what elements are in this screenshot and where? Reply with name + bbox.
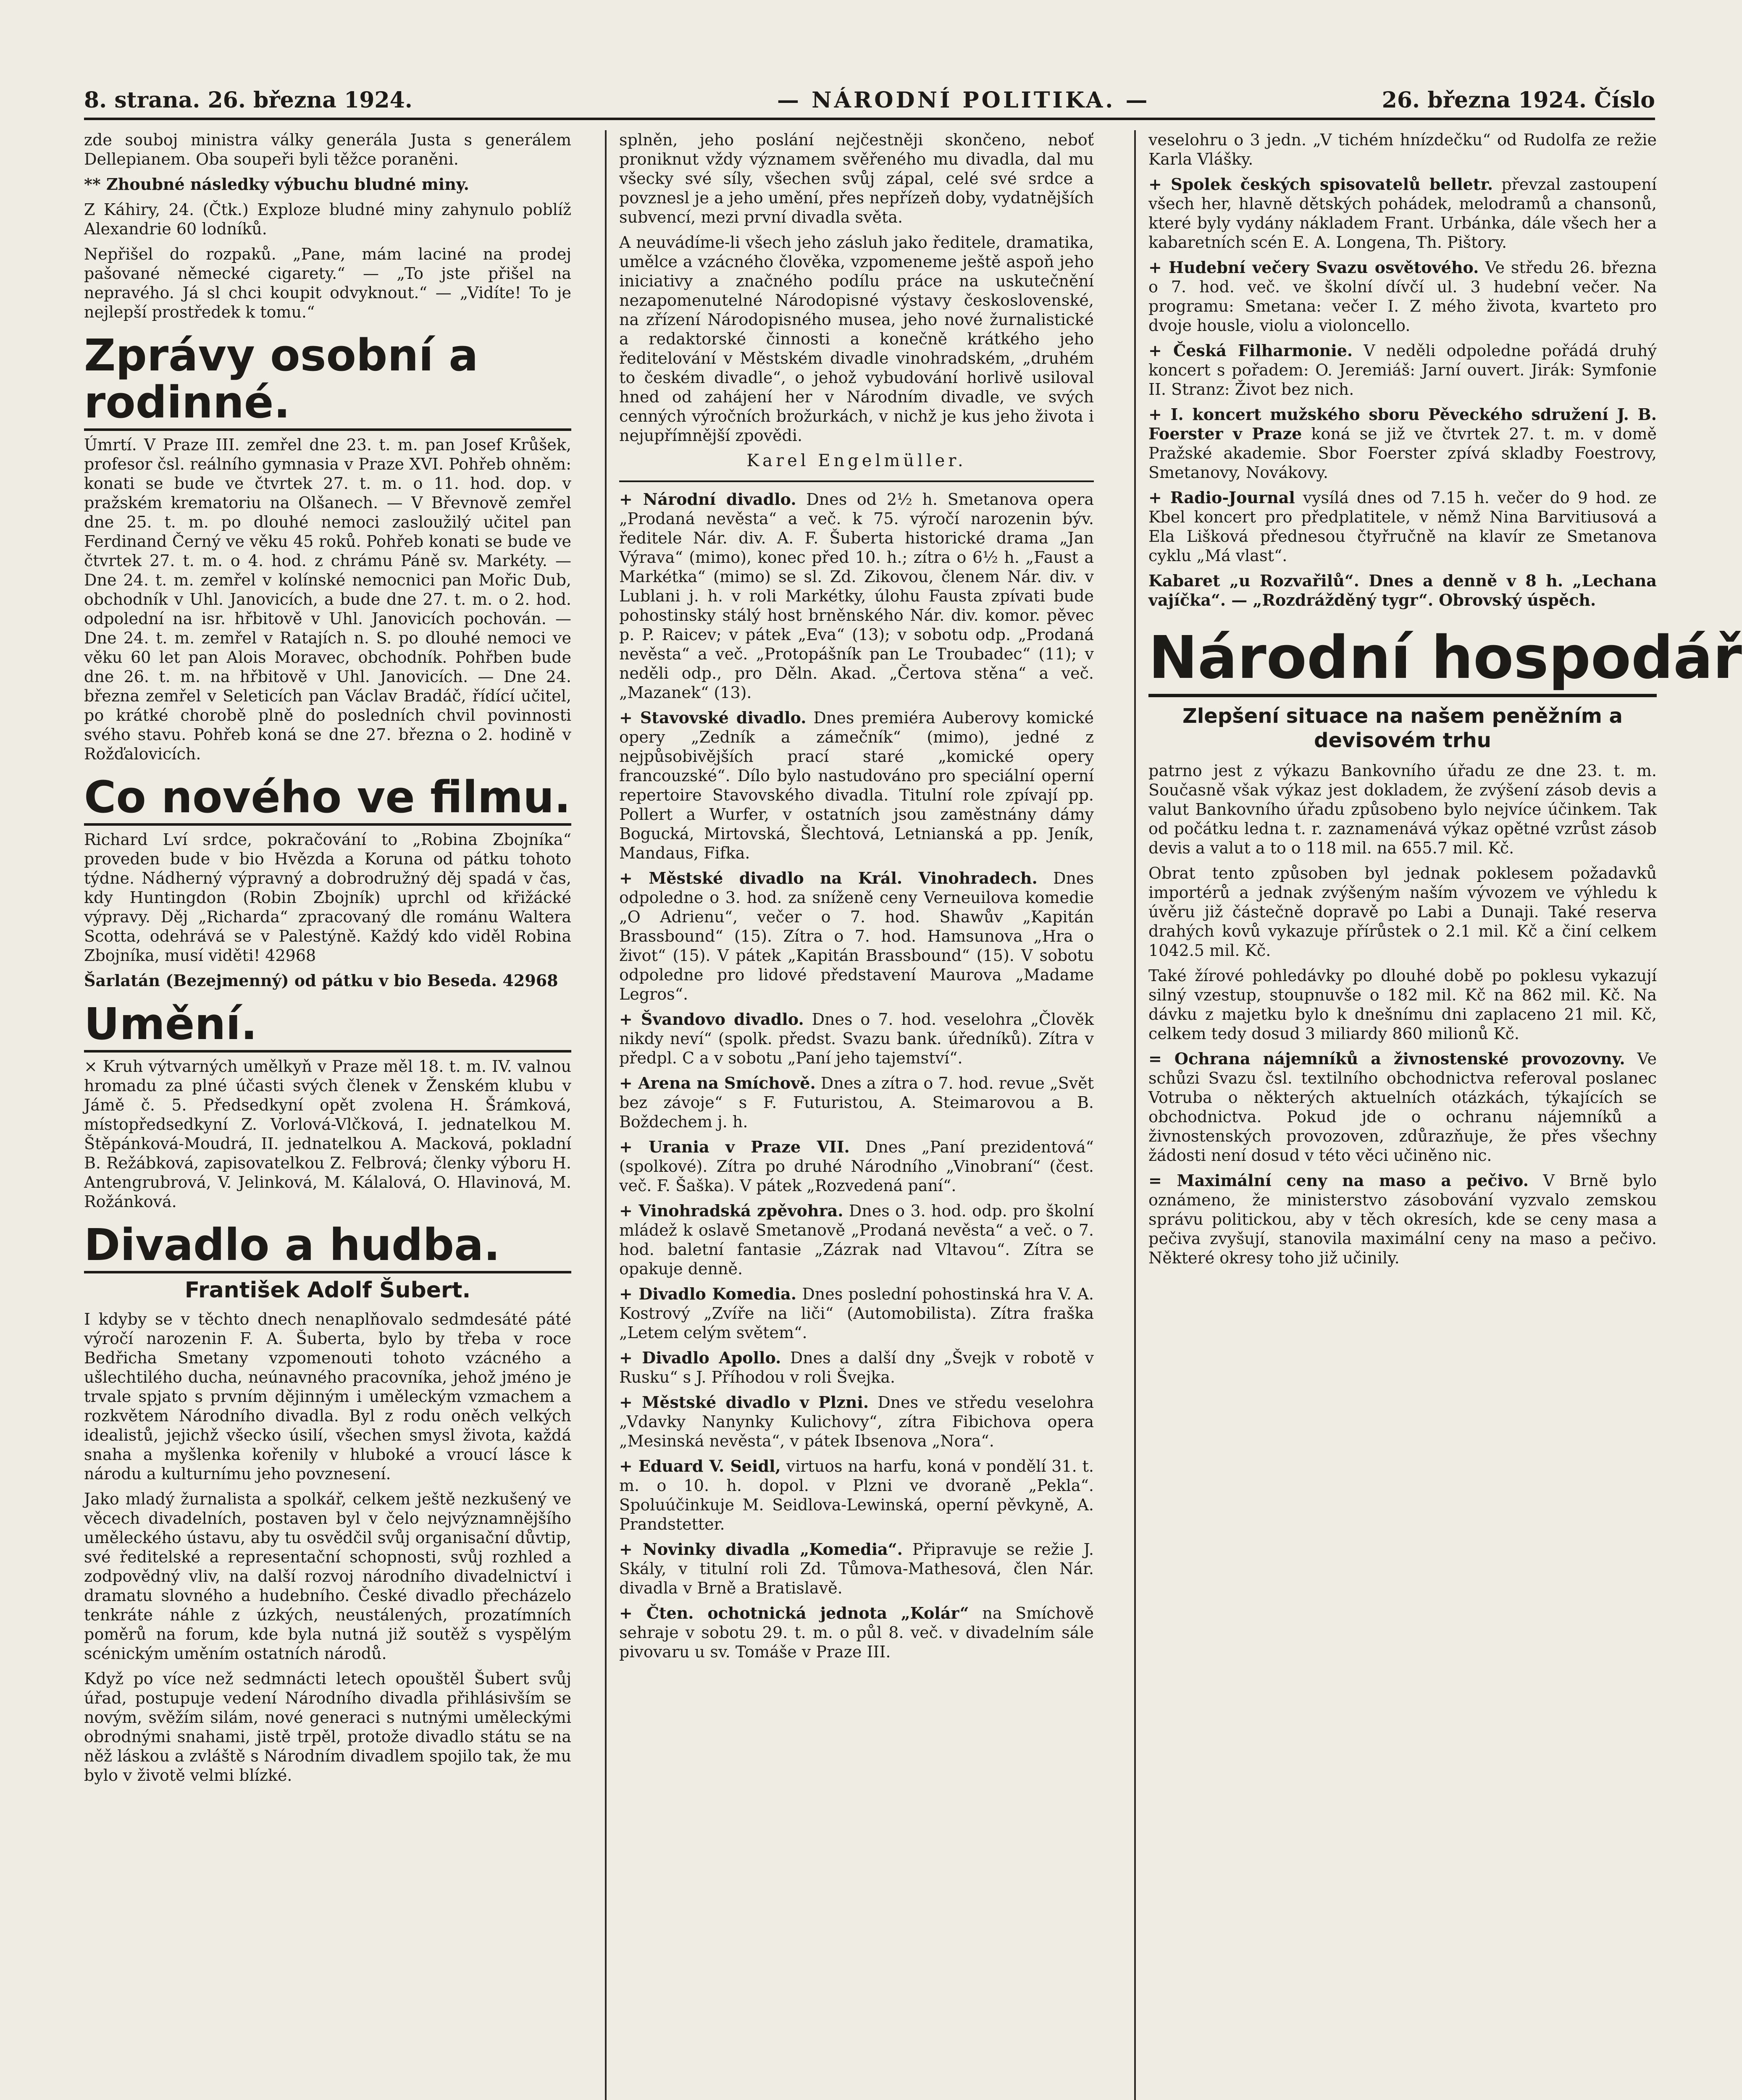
section-heading-hospodar: Národní hospodář	[1148, 627, 1657, 697]
notice-title: + Národní divadlo.	[619, 490, 796, 509]
notice-title: + Vinohradská zpěvohra.	[619, 1201, 843, 1220]
notice-title: + Novinky divadla „Komedia“.	[619, 1540, 903, 1559]
notice-text: V neděli odpoledne pořádá druhý koncert s pořadem: O. Jeremiáš: Jarní ouvert. Jirák: Symfonie II. Stranz: Život bez nich.	[1148, 341, 1657, 399]
film-text: Richard Lví srdce, pokračování to „Robina Zbojníka“ proveden bude v bio Hvězda a Koruna od pátku tohoto týdne. Nádherný výpravný a dobrodružný děj spadá v čas, kdy Huntingdon (Robin Zbojník) uprchl od křižácké výpravy. Děj „Richarda“ zpracovaný dle románu Waltera Scotta, odehrává se v Palestýně. Každý kdo viděl Robina Zbojníka, musí viděti! 42968	[84, 830, 571, 965]
notice-title: + Švandovo divadlo.	[619, 1010, 804, 1029]
notice-title: = Maximální ceny na maso a pečivo.	[1148, 1171, 1529, 1190]
notice-text: vysílá dnes od 7.15 h. večer do 9 hod. ze Kbel koncert pro předplatitele, v němž Nina Barvitiusová a Ela Lišková přednesou čtyřručně na klavír ze Smetanova cyklu „Má vlast“.	[1148, 488, 1657, 565]
notice-text: Ve středu 26. března o 7. hod. več. ve školní dívčí ul. 3 hudební večer. Na programu: Smetana: večer I. Z mého života, kvarteto pro dvoje housle, violu a violoncello.	[1148, 258, 1657, 335]
notice-text: převzal zastoupení všech her, hlavně dětských pohádek, melodramů a chansonů, které byly vydány nákladem Frant. Urbánka, dále všech her a kabaretních scén E. A. Longena, Th. Pištory.	[1148, 175, 1657, 252]
article-title: ** Zhoubné následky výbuchu bludné miny.	[84, 175, 469, 194]
notice-text: Dnes o 7. hod. veselohra „Člověk nikdy neví“ (spolk. předst. Svazu bank. úředníků). Zítra v předpl. C a v sobotu „Paní jeho tajemství“.	[619, 1010, 1094, 1067]
obituaries-text: Úmrtí. V Praze III. zemřel dne 23. t. m. pan Josef Krůšek, profesor čsl. reálního gymnasia v Praze XVI. Pohřeb ohněm: konati se bude ve čtvrtek 27. t. m. o 11. hod. dop. v pražském krematoriu na Olšanech. — V Břevnově zemřel dne 25. t. m. po dlouhé nemoci zasloužilý učitel pan Ferdinand Černý ve věku 45 roků. Pohřeb konati se bude ve čtvrtek 27. t. m. o 4. hod. z chrámu Páně sv. Markéty. — Dne 24. t. m. zemřel v kolínské nemocnici pan Mořic Dub, obchodník v Uhl. Janovicích, a bude dne 27. t. m. o 2. hod. odpolední na isr. hřbitově v Uhl. Janovicích pochován. — Dne 24. t. m. zemřel v Ratajích n. S. po dlouhé nemoci ve věku 60 let pan Alois Moravec, obchodník. Pohřben bude dne 26. t. m. na hřbitově v Uhl. Janovicích. — Dne 24. března zemřel v Seleticích pan Václav Bradáč, řídící učitel, po krátké chorobě plně do posledních chvil povinnosti svého stavu. Pohřeb koná se dne 27. března o 2. hodině v Rožďalovicích.	[84, 436, 571, 763]
notice-title: + Městské divadlo na Král. Vinohradech.	[619, 869, 1038, 887]
notice-title: + Čten. ochotnická jednota „Kolár“	[619, 1604, 969, 1622]
theatre-article-para-3: Když po více než sedmnácti letech opouštěl Šubert svůj úřad, postupuje vedení Národního divadla přihlásivším se novým, svěžím silám, nové generaci s nutnými uměleckými obrodnými snahami, jistě trpěl, protože divadlo státu se na něž láskou a zvláště s Národním divadlem spojilo tak, že mu bylo v životě velmi blízké.	[84, 1670, 571, 1785]
notice-text: na Smíchově sehraje v sobotu 29. t. m. o půl 8. več. v divadelním sále pivovaru u sv. Tomáše v Praze III.	[619, 1604, 1094, 1661]
article-subheading: František Adolf Šubert.	[184, 1278, 471, 1303]
section-heading-umeni: Umění.	[84, 1000, 571, 1053]
notice-title: + Spolek českých spisovatelů belletr.	[1148, 175, 1493, 194]
newspaper-title: — NÁRODNÍ POLITIKA. —	[777, 87, 1150, 113]
notice-title: + I. koncert mužského sboru Pěveckého sdružení J. B. Foerster v Praze	[1148, 405, 1657, 443]
article-paragraph: A neuvádíme-li všech jeho zásluh jako ředitele, dramatika, umělce a vzácného člověka, vzpomeneme ještě aspoň jeho iniciativy a značného podílu práce na uskutečnění nezapomenutelné Národopisné výstavy československé, na zřízení Národopisného musea, jeho nové žurnalistické a redaktorské činnosti a konečně krátkého jeho ředitelování v Městském divadle vinohradském, „druhém to českém divadle“, o jehož vybudování horlivě usiloval hned od zahájení her v Národním divadle, ve svých cenných výročních brožurkách, v nichž je kus jeho života i nejupřímnější zpovědi.	[619, 233, 1094, 445]
notice-title: + Arena na Smíchově.	[619, 1074, 816, 1092]
notice-title: + Radio-Journal	[1148, 488, 1295, 507]
article-continuation: splněn, jeho poslání nejčestněji skončeno, neboť proniknut vždy významem svěřeného mu divadla, dal mu všecky své síly, všechen svůj zápal, celé své srdce a povznesl je a jeho umění, přes nepřízeň doby, vydatnějších subvencí, mezi první divadla světa.	[619, 131, 1094, 226]
notice-text: Dnes „Paní prezidentová“ (spolkové). Zítra po druhé Národního „Vinobraní“ (čest. več. F. Šaška). V pátek „Rozvedená paní“.	[619, 1138, 1094, 1195]
notice-title: + Městské divadlo v Plzni.	[619, 1393, 869, 1412]
anecdote-text: Nepřišel do rozpaků. „Pane, mám laciné na prodej pašované německé cigarety.“ — „To jste přišel na nepravého. Já sl chci koupit odvyknout.“ — „Vidíte! To je nejlepší prostředek k tomu.“	[84, 245, 571, 321]
masthead	[84, 84, 1655, 120]
cabaret-ad: Kabaret „u Rozvařilů“. Dnes a denně v 8 h. „Lechana vajíčka“. — „Rozdrážděný tygr“. Obrovský úspěch.	[1148, 571, 1657, 609]
author-signature: Karel Engelmüller.	[746, 451, 967, 470]
notice-continuation: veselohru o 3 jedn. „V tichém hnízdečku“ od Rudolfa ze režie Karla Vlášky.	[1148, 131, 1657, 168]
notice-title: = Ochrana nájemníků a živnostenské provozovny.	[1148, 1049, 1625, 1068]
notice-text: koná se již ve čtvrtek 27. t. m. v domě Pražské akademie. Sbor Foerster zpívá skladby Foestrovy, Smetanovy, Novákovy.	[1148, 425, 1657, 482]
notice-title: + Hudební večery Svazu osvětového.	[1148, 258, 1479, 277]
section-heading-divadlo: Divadlo a hudba.	[84, 1221, 571, 1273]
article-subheading: Zlepšení situace na našem peněžním a devisovém trhu	[1182, 704, 1623, 752]
article-intro: zde souboj ministra války generála Justa s generálem Dellepianem. Oba soupeři byli těžce poraněni.	[84, 131, 571, 168]
notice-text: Dnes ve středu veselohra „Vdavky Nanynky Kulichovy“, zítra Fibichova opera „Mesinská nevěsta“, v pátek Ibsenova „Nora“.	[619, 1393, 1094, 1450]
notice-title: + Urania v Praze VII.	[619, 1137, 850, 1156]
column-3	[1134, 130, 1742, 2100]
notice-text: Dnes od 2½ h. Smetanova opera „Prodaná nevěsta“ a več. k 75. výročí narozenin býv. ředitele Nár. div. A. F. Šuberta historické drama „Jan Výrava“ (mimo), konec před 10. h.; zítra o 6½ h. „Faust a Markétka“ (mimo) se sl. Zd. Zikovou, členem Nár. div. v Lublani j. h. v roli Markétky, úlohu Fausta zpívati bude pohostinsky stálý host brněnského Nár. div. komor. pěvec p. P. Raicev; v pátek „Eva“ (13); v sobotu odp. „Prodaná nevěsta“ a več. „Protopášník pan Le Troubadec“ (11); v neděli odp., pro Děln. Akad. „Čertova stěna“ a več. „Mazanek“ (13).	[619, 490, 1094, 702]
issue-date: 26. března 1924. Číslo	[1382, 87, 1655, 113]
notice-title: + Stavovské divadlo.	[619, 708, 807, 727]
section-heading-film: Co nového ve filmu.	[84, 774, 571, 826]
economy-para-1: patrno jest z výkazu Bankovního úřadu ze dne 23. t. m. Současně však výkaz jest dokladem, že zvýšení zásob devis a valut Bankovního úřadu způsobeno bylo nejvíce účinkem. Tak od počátku ledna t. r. zaznamenává výkaz opětné vzrůst zásob devis a valut a to o 118 mil. na 655.7 mil. Kč.	[1148, 761, 1657, 857]
theatre-article-para-2: Jako mladý žurnalista a spolkář, celkem ještě nezkušený ve věcech divadelních, postaven byl v čelo nejvýznamnějšího uměleckého ústavu, aby tu osvědčil svůj organisační důvtip, své ředitelské a representační schopnosti, svůj rozhled a zodpovědný vliv, na další rozvoj národního divadelnictví i dramatu slovného a hudebního. České divadlo přecházelo tenkráte náhle z úzkých, neustálených, prozatímních poměrů na forum, kde byla nutná již soutěž s vyspělým scénickým uměním ostatních národů.	[84, 1490, 571, 1663]
divider	[619, 480, 1094, 482]
notice-text: virtuos na harfu, koná v pondělí 31. t. m. o 10. h. dopol. v Plzni ve dvoraně „Pekla“. Spoluúčinkuje M. Seidlova-Lewinská, operní pěvkyně, A. Prandstetter.	[619, 1457, 1094, 1533]
notice-title: + Divadlo Komedia.	[619, 1284, 797, 1303]
notice-text: Dnes odpoledne o 3. hod. za sníženě ceny Verneuilova komedie „O Adrienu“, večer o 7. hod. Shawův „Kapitán Brassbound“ (15). Zítra o 7. hod. Hamsunova „Hra o život“ (15). V pátek „Kapitán Brassbound“ (15). V sobotu odpoledne pro lidové představení Maurova „Madame Legros“.	[619, 869, 1094, 1003]
notice-text: Připravuje se režie J. Skály, v titulní roli Zd. Tůmova-Mathesová, člen Nár. divadla v Brně a Bratislavě.	[619, 1540, 1094, 1597]
economy-para-2: Obrat tento způsoben byl jednak poklesem požadavků importérů a jednak zvýšeným naším vývozem ve výhledu k úvěru již částečně dopravě po Labi a Dunaji. Také reserva drahých kovů vykazuje přírůstek o 2.1 mil. Kč a činí celkem 1042.5 mil. Kč.	[1148, 864, 1657, 960]
film-notice: Šarlatán (Bezejmenný) od pátku v bio Beseda. 42968	[84, 971, 558, 990]
notice-title: + Česká Filharmonie.	[1148, 341, 1353, 360]
notice-text: Dnes o 3. hod. odp. pro školní mládež k oslavě Smetanově „Prodaná nevěsta“ a več. o 7. hod. baletní fantasie „Zázrak nad Vltavou“. Zítra se opakuje denně.	[619, 1202, 1094, 1278]
column-1	[84, 130, 571, 2100]
article-text: Z Káhiry, 24. (Čtk.) Exploze bludné miny zahynulo poblíž Alexandrie 60 lodníků.	[84, 200, 571, 238]
art-text: × Kruh výtvarných umělkyň v Praze měl 18. t. m. IV. valnou hromadu za plné účasti svých členek v Ženském klubu v Jámě č. 5. Předsedkyní opět zvolena H. Šrámková, místopředsedkyní Z. Vorlová-Vlčková, I. jednatelkou M. Štěpánková-Moudrá, II. jednatelkou A. Macková, pokladní B. Režábková, zapisovatelkou Z. Felbrová; členky výboru H. Antengrubrová, V. Jelinková, M. Kálalová, O. Hlavinová, M. Rožánková.	[84, 1057, 571, 1211]
page-number: 8. strana. 26. března 1924.	[84, 87, 413, 113]
theatre-article-para-1: I kdyby se v těchto dnech nenaplňovalo sedmdesáté páté výročí narozenin F. A. Šuberta, bylo by třeba v roce Bedřicha Smetany vzpomenouti tohoto vzácného a ušlechtilého ducha, neúnavného pracovníka, jehož jméno je trvale spjato s prvním dějinným i uměleckým vzmachem a rozkvětem Národního divadla. Byl z rodu oněch velkých idealistů, jejichž všecko úsilí, všechen smysl života, každá snaha a myšlenka kořenily v hluboké a vroucí lásce k národu a kulturnímu jeho povznesení.	[84, 1310, 571, 1483]
notice-text: Dnes a další dny „Švejk v robotě v Rusku“ s J. Příhodou v roli Švejka.	[619, 1349, 1094, 1386]
notice-text: Dnes a zítra o 7. hod. revue „Svět bez závoje“ s F. Futuristou, A. Steimarovou a B. Boždechem j. h.	[619, 1074, 1094, 1131]
notice-text: Ve schůzi Svazu čsl. textilního obchodnictva referoval poslanec Votruba o některých aktuelních otázkách, týkajících se obchodnictva. Pokud jde o ochranu nájemníků a živnostenských provozoven, zdůrazňuje, že přes všechny žádosti není dosud v této věci učiněno nic.	[1148, 1050, 1657, 1165]
section-heading-zpravy: Zprávy osobní a rodinné.	[84, 332, 571, 431]
newspaper-page	[84, 84, 1742, 2100]
notice-text: V Brně bylo oznámeno, že ministerstvo zásobování vyzvalo zemskou správu politickou, aby v těch okresích, kde se ceny masa a pečiva zvyšují, stanovila maximální ceny na maso a pečivo. Některé okresy toho již učinily.	[1148, 1171, 1657, 1267]
column-2	[605, 130, 1094, 2100]
economy-para-3: Také žírové pohledávky po dlouhé době po poklesu vykazují silný vzestup, stoupnuvše o 182 mil. Kč na 862 mil. Kč. Na dávku z majetku bylo k dnešnímu dni zaplaceno 21 mil. Kč, celkem tedy dosud 3 miliardy 860 milionů Kč.	[1148, 966, 1657, 1043]
notice-text: Dnes premiéra Auberovy komické opery „Zedník a zámečník“ (mimo), jedné z nejpůsobivějších prací staré „komické opery francouzské“. Dílo bylo nastudováno pro speciální operní repertoire Stavovského divadla. Titulní role zpívají pp. Pollert a Wurfer, v ostatních jsou zaměstnány dámy Bogucká, Mirtovská, Šlechtová, Letnianská a pp. Jeník, Mandaus, Fifka.	[619, 709, 1094, 862]
notice-title: + Divadlo Apollo.	[619, 1348, 781, 1367]
notice-text: Dnes poslední pohostinská hra V. A. Kostrový „Zvíře na liči“ (Automobilista). Zítra fraška „Letem celým světem“.	[619, 1285, 1094, 1342]
notice-title: + Eduard V. Seidl,	[619, 1457, 781, 1475]
